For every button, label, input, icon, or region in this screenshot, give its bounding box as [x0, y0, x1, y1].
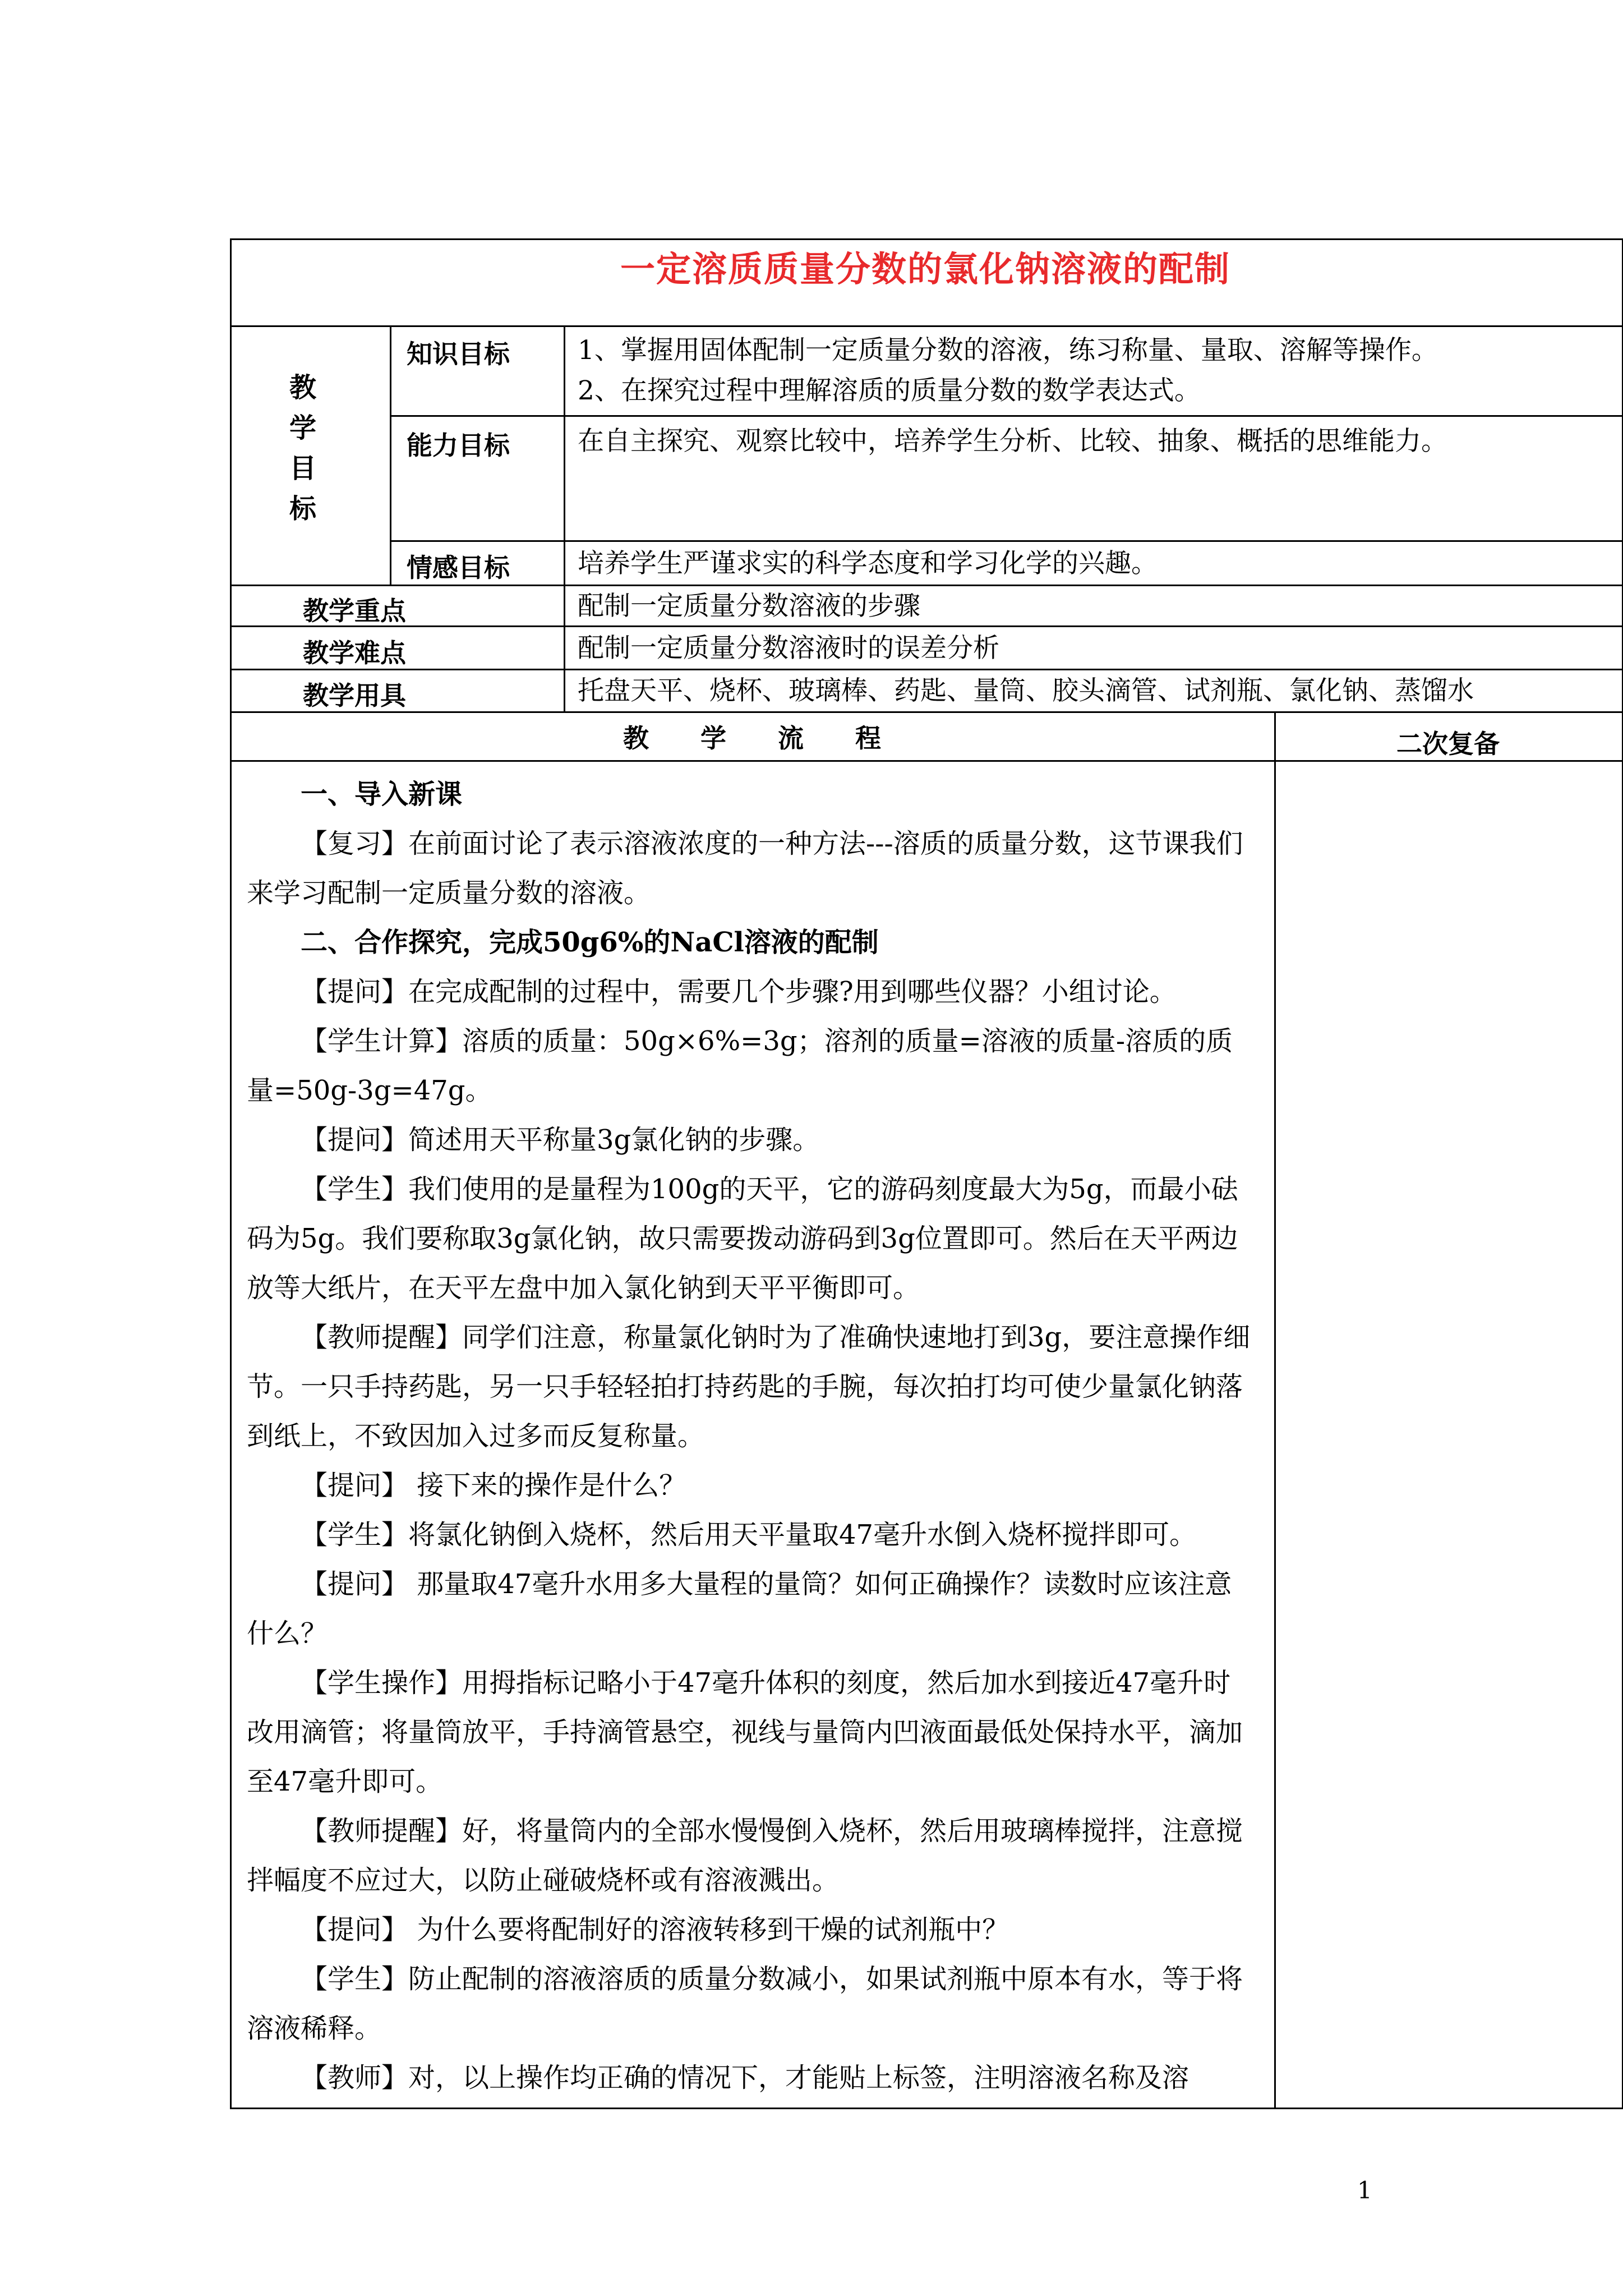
- knowledge-objective-label: 知识目标: [407, 339, 510, 369]
- col-divider: [390, 325, 391, 585]
- flow-paragraph: 【提问】 那量取47毫升水用多大量程的量筒？如何正确操作？读数时应该注意什么？: [247, 1568, 1232, 1649]
- flow-paragraph: 【学生】将氯化钠倒入烧杯，然后用天平量取47毫升水倒入烧杯搅拌即可。: [301, 1519, 1197, 1550]
- row-divider: [390, 415, 1623, 417]
- tools-text: 托盘天平、烧杯、玻璃棒、药匙、量筒、胶头滴管、试剂瓶、氯化钠、蒸馏水: [578, 675, 1474, 706]
- flow-paragraph: 【提问】在完成配制的过程中，需要几个步骤?用到哪些仪器？小组讨论。: [301, 976, 1177, 1007]
- flow-header: 教 学 流 程: [623, 723, 881, 753]
- flow-paragraph: 【提问】 为什么要将配制好的溶液转移到干燥的试剂瓶中？: [301, 1914, 1009, 1945]
- ability-objective-text: 在自主探究、观察比较中，培养学生分析、比较、抽象、概括的思维能力。: [578, 426, 1447, 457]
- difficulty-label: 教学难点: [303, 638, 406, 668]
- col-divider: [1274, 711, 1276, 2109]
- page-number: 1: [1357, 2177, 1372, 2204]
- ability-objective-label: 能力目标: [407, 430, 510, 461]
- review-header: 二次复备: [1396, 729, 1500, 759]
- difficulty-text: 配制一定质量分数溶液时的误差分析: [578, 633, 999, 664]
- knowledge-objective-line-1: 1、掌握用固体配制一定质量分数的溶液，练习称量、量取、溶解等操作。: [578, 335, 1438, 366]
- row-divider: [390, 540, 1623, 542]
- flow-paragraph: 【学生计算】溶质的质量：50g×6%=3g；溶剂的质量=溶液的质量-溶质的质量=50g-3g=47g。: [247, 1025, 1233, 1106]
- row-divider: [230, 585, 1623, 586]
- key-point-text: 配制一定质量分数溶液的步骤: [578, 591, 920, 622]
- teaching-flow: [247, 770, 1256, 2102]
- row-divider: [230, 625, 1623, 627]
- knowledge-objective-line-2: 2、在探究过程中理解溶质的质量分数的数学表达式。: [578, 375, 1201, 406]
- tools-label: 教学用具: [303, 680, 406, 711]
- flow-section-heading: 二、合作探究，完成50g6%的NaCl溶液的配制: [301, 927, 879, 958]
- row-divider: [230, 669, 1623, 670]
- page-title: 一定溶质质量分数的氯化钠溶液的配制: [620, 249, 1230, 289]
- flow-paragraph: 【学生】防止配制的溶液溶质的质量分数减小，如果试剂瓶中原本有水，等于将溶液稀释。: [247, 1963, 1243, 2044]
- flow-paragraph: 【学生操作】用拇指标记略小于47毫升体积的刻度，然后加水到接近47毫升时改用滴管；将量筒放平，手持滴管悬空，视线与量筒内凹液面最低处保持水平，滴加至47毫升即可。: [247, 1667, 1243, 1797]
- flow-paragraph: 【提问】 接下来的操作是什么？: [301, 1470, 686, 1501]
- emotion-objective-label: 情感目标: [407, 553, 510, 583]
- objectives-label: 教 学 目 标: [289, 372, 316, 524]
- col-divider: [564, 325, 565, 711]
- flow-paragraph: 【教师】对，以上操作均正确的情况下，才能贴上标签，注明溶液名称及溶: [301, 2062, 1189, 2093]
- emotion-objective-text: 培养学生严谨求实的科学态度和学习化学的兴趣。: [578, 548, 1158, 579]
- flow-paragraph: 【复习】在前面讨论了表示溶液浓度的一种方法---溶质的质量分数，这节课我们来学习配制一定质量分数的溶液。: [247, 828, 1243, 909]
- row-divider: [230, 325, 1623, 327]
- flow-section-heading: 一、导入新课: [301, 779, 463, 810]
- row-divider: [230, 711, 1623, 713]
- flow-paragraph: 【提问】简述用天平称量3g氯化钠的步骤。: [301, 1124, 820, 1156]
- flow-paragraph: 【教师提醒】好，将量筒内的全部水慢慢倒入烧杯，然后用玻璃棒搅拌，注意搅拌幅度不应过大，以防止碰破烧杯或有溶液溅出。: [247, 1815, 1243, 1896]
- flow-paragraph: 【学生】我们使用的是量程为100g的天平，它的游码刻度最大为5g，而最小砝码为5g。我们要称取3g氯化钠，故只需要拨动游码到3g位置即可。然后在天平两边放等大纸片，在天平左盘中加入氯化钠到天平平衡即可。: [247, 1174, 1238, 1304]
- flow-paragraph: 【教师提醒】同学们注意，称量氯化钠时为了准确快速地打到3g，要注意操作细节。一只手持药匙，另一只手轻轻拍打持药匙的手腕，每次拍打均可使少量氯化钠落到纸上，不致因加入过多而反复称量。: [247, 1322, 1251, 1452]
- key-point-label: 教学重点: [303, 596, 406, 626]
